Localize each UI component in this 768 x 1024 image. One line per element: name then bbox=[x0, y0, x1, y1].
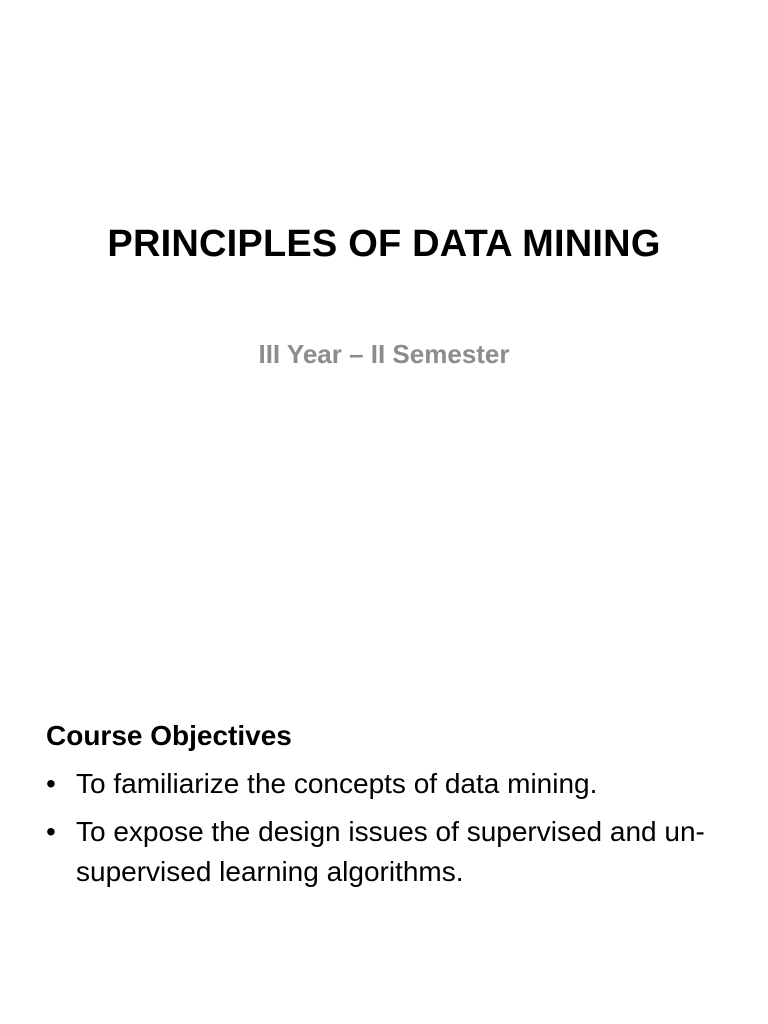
course-objectives-list bbox=[46, 764, 726, 892]
page-subtitle: III Year – II Semester bbox=[258, 339, 510, 369]
bullet-icon: • bbox=[46, 816, 56, 847]
list-item bbox=[46, 812, 726, 892]
list-item bbox=[46, 764, 726, 804]
objective-text: To familiarize the concepts of data mining. bbox=[76, 768, 598, 799]
course-objectives-heading: Course Objectives bbox=[46, 720, 292, 751]
bullet-icon: • bbox=[46, 768, 56, 799]
objective-text: To expose the design issues of supervised and un-supervised learning algorithms. bbox=[76, 816, 705, 887]
course-objectives-section bbox=[46, 716, 726, 900]
page-title: PRINCIPLES OF DATA MINING bbox=[107, 223, 661, 265]
